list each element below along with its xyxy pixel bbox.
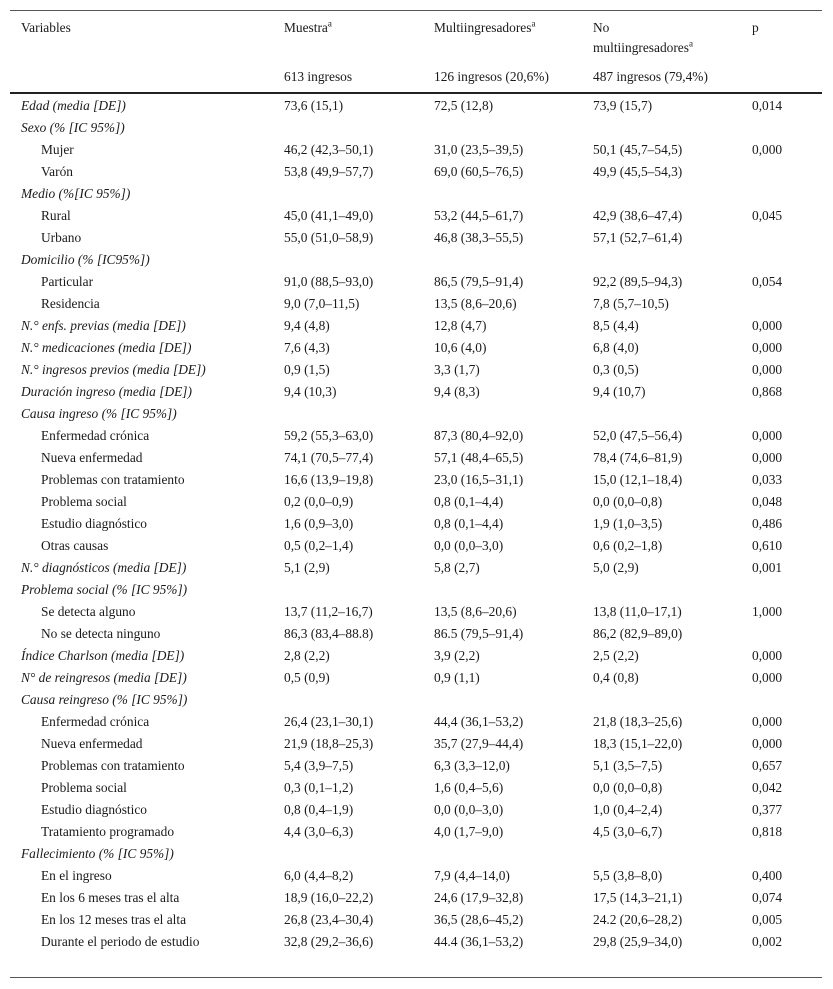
cell-sample: 26,4 (23,1–30,1) <box>284 714 374 729</box>
header-sample-n: 613 ingresos <box>284 69 353 84</box>
cell-no-multi: 52,0 (47,5–56,4) <box>593 428 683 443</box>
row-label: Particular <box>41 274 94 289</box>
cell-sample: 0,3 (0,1–1,2) <box>284 780 354 795</box>
row-label: Domicilio (% [IC95%]) <box>21 252 150 267</box>
cell-sample: 9,4 (10,3) <box>284 384 337 399</box>
table-row <box>10 315 822 337</box>
cell-multi: 9,4 (8,3) <box>434 384 480 399</box>
cell-sample: 32,8 (29,2–36,6) <box>284 934 374 949</box>
row-label: Urbano <box>41 230 82 245</box>
cell-sample: 59,2 (55,3–63,0) <box>284 428 374 443</box>
cell-sample: 0,5 (0,2–1,4) <box>284 538 354 553</box>
cell-sample: 73,6 (15,1) <box>284 98 344 113</box>
cell-no-multi: 9,4 (10,7) <box>593 384 646 399</box>
table-row <box>10 117 822 139</box>
footnote-mark: a <box>688 38 693 49</box>
cell-multi: 3,3 (1,7) <box>434 362 480 377</box>
footnote-mark: a <box>531 18 536 29</box>
header-no-multi <box>593 18 693 58</box>
cell-no-multi: 0,0 (0,0–0,8) <box>593 494 663 509</box>
table-row <box>10 271 822 293</box>
cell-multi: 7,9 (4,4–14,0) <box>434 868 510 883</box>
cell-no-multi: 42,9 (38,6–47,4) <box>593 208 683 223</box>
cell-no-multi: 57,1 (52,7–61,4) <box>593 230 683 245</box>
row-label: Problema social <box>41 780 127 795</box>
row-label: Causa ingreso (% [IC 95%]) <box>21 406 177 421</box>
cell-no-multi: 29,8 (25,9–34,0) <box>593 934 683 949</box>
cell-p-value: 1,000 <box>752 604 783 619</box>
cell-multi: 35,7 (27,9–44,4) <box>434 736 524 751</box>
table-row <box>10 579 822 601</box>
table-row <box>10 799 822 821</box>
table-body <box>10 95 822 953</box>
cell-p-value: 0,000 <box>752 670 783 685</box>
cell-p-value: 0,000 <box>752 142 783 157</box>
row-label: Fallecimiento (% [IC 95%]) <box>21 846 174 861</box>
table-row <box>10 755 822 777</box>
table-row <box>10 601 822 623</box>
cell-p-value: 0,054 <box>752 274 783 289</box>
cell-sample: 2,8 (2,2) <box>284 648 330 663</box>
row-label: Mujer <box>41 142 74 157</box>
cell-sample: 46,2 (42,3–50,1) <box>284 142 374 157</box>
row-label: En los 6 meses tras el alta <box>41 890 180 905</box>
table-row <box>10 733 822 755</box>
row-label: En los 12 meses tras el alta <box>41 912 187 927</box>
table-row <box>10 95 822 117</box>
cell-multi: 53,2 (44,5–61,7) <box>434 208 524 223</box>
table-row <box>10 183 822 205</box>
cell-p-value: 0,033 <box>752 472 783 487</box>
table-row <box>10 645 822 667</box>
table-row <box>10 425 822 447</box>
table-row <box>10 931 822 953</box>
cell-no-multi: 73,9 (15,7) <box>593 98 653 113</box>
cell-sample: 53,8 (49,9–57,7) <box>284 164 374 179</box>
row-label: Estudio diagnóstico <box>41 802 148 817</box>
cell-sample: 6,0 (4,4–8,2) <box>284 868 354 883</box>
cell-sample: 1,6 (0,9–3,0) <box>284 516 354 531</box>
cell-multi: 86.5 (79,5–91,4) <box>434 626 524 641</box>
cell-no-multi: 6,8 (4,0) <box>593 340 639 355</box>
header-no-multi-line1: No <box>593 20 610 35</box>
row-label: Residencia <box>41 296 100 311</box>
cell-p-value: 0,042 <box>752 780 783 795</box>
cell-no-multi: 0,6 (0,2–1,8) <box>593 538 663 553</box>
table-row <box>10 227 822 249</box>
table-row <box>10 469 822 491</box>
header-multi-label: Multiingresadores <box>434 20 532 35</box>
table-row <box>10 843 822 865</box>
table-row <box>10 623 822 645</box>
data-table <box>10 10 822 978</box>
cell-p-value: 0,377 <box>752 802 783 817</box>
row-label: En el ingreso <box>41 868 112 883</box>
row-label: Se detecta alguno <box>41 604 136 619</box>
cell-p-value: 0,818 <box>752 824 783 839</box>
cell-no-multi: 13,8 (11,0–17,1) <box>593 604 682 619</box>
cell-p-value: 0,610 <box>752 538 783 553</box>
table-row <box>10 249 822 271</box>
row-label: N° de reingresos (media [DE]) <box>21 670 187 685</box>
table-row <box>10 337 822 359</box>
cell-sample: 9,4 (4,8) <box>284 318 330 333</box>
header-sample <box>284 18 332 38</box>
cell-multi: 4,0 (1,7–9,0) <box>434 824 504 839</box>
header-multi-n: 126 ingresos (20,6%) <box>434 69 549 84</box>
cell-p-value: 0,000 <box>752 340 783 355</box>
cell-multi: 3,9 (2,2) <box>434 648 480 663</box>
cell-p-value: 0,000 <box>752 428 783 443</box>
cell-no-multi: 1,9 (1,0–3,5) <box>593 516 663 531</box>
cell-sample: 21,9 (18,8–25,3) <box>284 736 374 751</box>
cell-p-value: 0,005 <box>752 912 783 927</box>
row-label: Causa reingreso (% [IC 95%]) <box>21 692 188 707</box>
header-variables: Variables <box>21 20 71 35</box>
cell-no-multi: 86,2 (82,9–89,0) <box>593 626 683 641</box>
table-row <box>10 359 822 381</box>
header-no-multi-line2: multiingresadores <box>593 40 689 55</box>
cell-multi: 12,8 (4,7) <box>434 318 487 333</box>
cell-p-value: 0,657 <box>752 758 783 773</box>
cell-sample: 74,1 (70,5–77,4) <box>284 450 374 465</box>
header-p: p <box>752 20 759 35</box>
cell-multi: 24,6 (17,9–32,8) <box>434 890 524 905</box>
cell-sample: 91,0 (88,5–93,0) <box>284 274 374 289</box>
cell-no-multi: 0,4 (0,8) <box>593 670 639 685</box>
cell-p-value: 0,074 <box>752 890 783 905</box>
cell-p-value: 0,045 <box>752 208 783 223</box>
row-label: Enfermedad crónica <box>41 428 150 443</box>
header-divider <box>10 92 822 94</box>
cell-no-multi: 50,1 (45,7–54,5) <box>593 142 683 157</box>
cell-sample: 86,3 (83,4–88.8) <box>284 626 374 641</box>
cell-no-multi: 24.2 (20,6–28,2) <box>593 912 683 927</box>
cell-multi: 31,0 (23,5–39,5) <box>434 142 524 157</box>
cell-multi: 10,6 (4,0) <box>434 340 487 355</box>
cell-p-value: 0,002 <box>752 934 783 949</box>
cell-no-multi: 0,3 (0,5) <box>593 362 639 377</box>
table-row <box>10 777 822 799</box>
table-row <box>10 161 822 183</box>
table-row <box>10 689 822 711</box>
cell-multi: 86,5 (79,5–91,4) <box>434 274 524 289</box>
table-row <box>10 557 822 579</box>
cell-sample: 0,5 (0,9) <box>284 670 330 685</box>
cell-multi: 87,3 (80,4–92,0) <box>434 428 524 443</box>
row-label: N.° medicaciones (media [DE]) <box>21 340 192 355</box>
table-row <box>10 887 822 909</box>
table-row <box>10 667 822 689</box>
table-row <box>10 535 822 557</box>
cell-no-multi: 2,5 (2,2) <box>593 648 639 663</box>
cell-sample: 4,4 (3,0–6,3) <box>284 824 354 839</box>
table-row <box>10 293 822 315</box>
row-label: Duración ingreso (media [DE]) <box>21 384 192 399</box>
cell-multi: 0,0 (0,0–3,0) <box>434 802 504 817</box>
cell-no-multi: 4,5 (3,0–6,7) <box>593 824 663 839</box>
row-label: Problema social (% [IC 95%]) <box>21 582 188 597</box>
cell-sample: 18,9 (16,0–22,2) <box>284 890 374 905</box>
cell-p-value: 0,400 <box>752 868 783 883</box>
row-label: Durante el periodo de estudio <box>41 934 200 949</box>
cell-multi: 44,4 (36,1–53,2) <box>434 714 524 729</box>
cell-multi: 57,1 (48,4–65,5) <box>434 450 524 465</box>
cell-sample: 0,9 (1,5) <box>284 362 330 377</box>
cell-multi: 13,5 (8,6–20,6) <box>434 604 517 619</box>
cell-sample: 9,0 (7,0–11,5) <box>284 296 360 311</box>
row-label: Índice Charlson (media [DE]) <box>21 648 185 663</box>
row-label: Varón <box>41 164 73 179</box>
table-row <box>10 865 822 887</box>
cell-no-multi: 17,5 (14,3–21,1) <box>593 890 683 905</box>
cell-sample: 16,6 (13,9–19,8) <box>284 472 374 487</box>
cell-multi: 44.4 (36,1–53,2) <box>434 934 524 949</box>
row-label: Tratamiento programado <box>41 824 175 839</box>
table-row <box>10 821 822 843</box>
cell-multi: 1,6 (0,4–5,6) <box>434 780 504 795</box>
cell-sample: 5,1 (2,9) <box>284 560 330 575</box>
table-row <box>10 403 822 425</box>
cell-p-value: 0,000 <box>752 714 783 729</box>
cell-p-value: 0,014 <box>752 98 783 113</box>
table-row <box>10 205 822 227</box>
cell-p-value: 0,000 <box>752 318 783 333</box>
cell-no-multi: 8,5 (4,4) <box>593 318 639 333</box>
row-label: Medio (%[IC 95%]) <box>21 186 131 201</box>
cell-no-multi: 78,4 (74,6–81,9) <box>593 450 683 465</box>
header-sample-label: Muestra <box>284 20 328 35</box>
row-label: Problema social <box>41 494 127 509</box>
cell-sample: 55,0 (51,0–58,9) <box>284 230 374 245</box>
cell-no-multi: 7,8 (5,7–10,5) <box>593 296 669 311</box>
row-label: N.° diagnósticos (media [DE]) <box>21 560 187 575</box>
cell-p-value: 0,048 <box>752 494 783 509</box>
row-label: Otras causas <box>41 538 109 553</box>
cell-multi: 0,8 (0,1–4,4) <box>434 516 504 531</box>
cell-sample: 13,7 (11,2–16,7) <box>284 604 373 619</box>
cell-no-multi: 15,0 (12,1–18,4) <box>593 472 683 487</box>
cell-no-multi: 92,2 (89,5–94,3) <box>593 274 683 289</box>
row-label: N.° enfs. previas (media [DE]) <box>21 318 186 333</box>
cell-multi: 46,8 (38,3–55,5) <box>434 230 524 245</box>
table-row <box>10 447 822 469</box>
cell-no-multi: 5,1 (3,5–7,5) <box>593 758 663 773</box>
row-label: Edad (media [DE]) <box>21 98 126 113</box>
row-label: No se detecta ninguno <box>41 626 161 641</box>
row-label: Nueva enfermedad <box>41 736 143 751</box>
row-label: Nueva enfermedad <box>41 450 143 465</box>
cell-sample: 0,8 (0,4–1,9) <box>284 802 354 817</box>
cell-multi: 69,0 (60,5–76,5) <box>434 164 524 179</box>
table-row <box>10 381 822 403</box>
table-row <box>10 513 822 535</box>
cell-sample: 7,6 (4,3) <box>284 340 330 355</box>
cell-multi: 6,3 (3,3–12,0) <box>434 758 510 773</box>
row-label: Sexo (% [IC 95%]) <box>21 120 125 135</box>
cell-p-value: 0,000 <box>752 362 783 377</box>
cell-multi: 36,5 (28,6–45,2) <box>434 912 524 927</box>
cell-p-value: 0,000 <box>752 736 783 751</box>
cell-p-value: 0,000 <box>752 648 783 663</box>
cell-p-value: 0,000 <box>752 450 783 465</box>
row-label: Problemas con tratamiento <box>41 758 185 773</box>
footnote-mark: a <box>327 18 332 29</box>
header-no-multi-n: 487 ingresos (79,4%) <box>593 69 708 84</box>
row-label: Rural <box>41 208 71 223</box>
table-row <box>10 139 822 161</box>
cell-no-multi: 5,5 (3,8–8,0) <box>593 868 663 883</box>
header-multi <box>434 18 535 38</box>
cell-no-multi: 21,8 (18,3–25,6) <box>593 714 683 729</box>
cell-sample: 0,2 (0,0–0,9) <box>284 494 354 509</box>
row-label: Enfermedad crónica <box>41 714 150 729</box>
cell-multi: 0,0 (0,0–3,0) <box>434 538 504 553</box>
cell-multi: 72,5 (12,8) <box>434 98 494 113</box>
cell-multi: 13,5 (8,6–20,6) <box>434 296 517 311</box>
cell-no-multi: 1,0 (0,4–2,4) <box>593 802 663 817</box>
cell-multi: 0,9 (1,1) <box>434 670 480 685</box>
cell-no-multi: 49,9 (45,5–54,3) <box>593 164 683 179</box>
cell-multi: 5,8 (2,7) <box>434 560 480 575</box>
cell-no-multi: 18,3 (15,1–22,0) <box>593 736 683 751</box>
cell-p-value: 0,868 <box>752 384 783 399</box>
cell-no-multi: 5,0 (2,9) <box>593 560 639 575</box>
cell-no-multi: 0,0 (0,0–0,8) <box>593 780 663 795</box>
table-row <box>10 909 822 931</box>
table-row <box>10 491 822 513</box>
cell-sample: 45,0 (41,1–49,0) <box>284 208 374 223</box>
row-label: N.° ingresos previos (media [DE]) <box>21 362 206 377</box>
row-label: Problemas con tratamiento <box>41 472 185 487</box>
cell-sample: 5,4 (3,9–7,5) <box>284 758 354 773</box>
cell-p-value: 0,486 <box>752 516 783 531</box>
row-label: Estudio diagnóstico <box>41 516 148 531</box>
table-row <box>10 711 822 733</box>
cell-sample: 26,8 (23,4–30,4) <box>284 912 374 927</box>
cell-multi: 0,8 (0,1–4,4) <box>434 494 504 509</box>
cell-p-value: 0,001 <box>752 560 783 575</box>
cell-multi: 23,0 (16,5–31,1) <box>434 472 524 487</box>
